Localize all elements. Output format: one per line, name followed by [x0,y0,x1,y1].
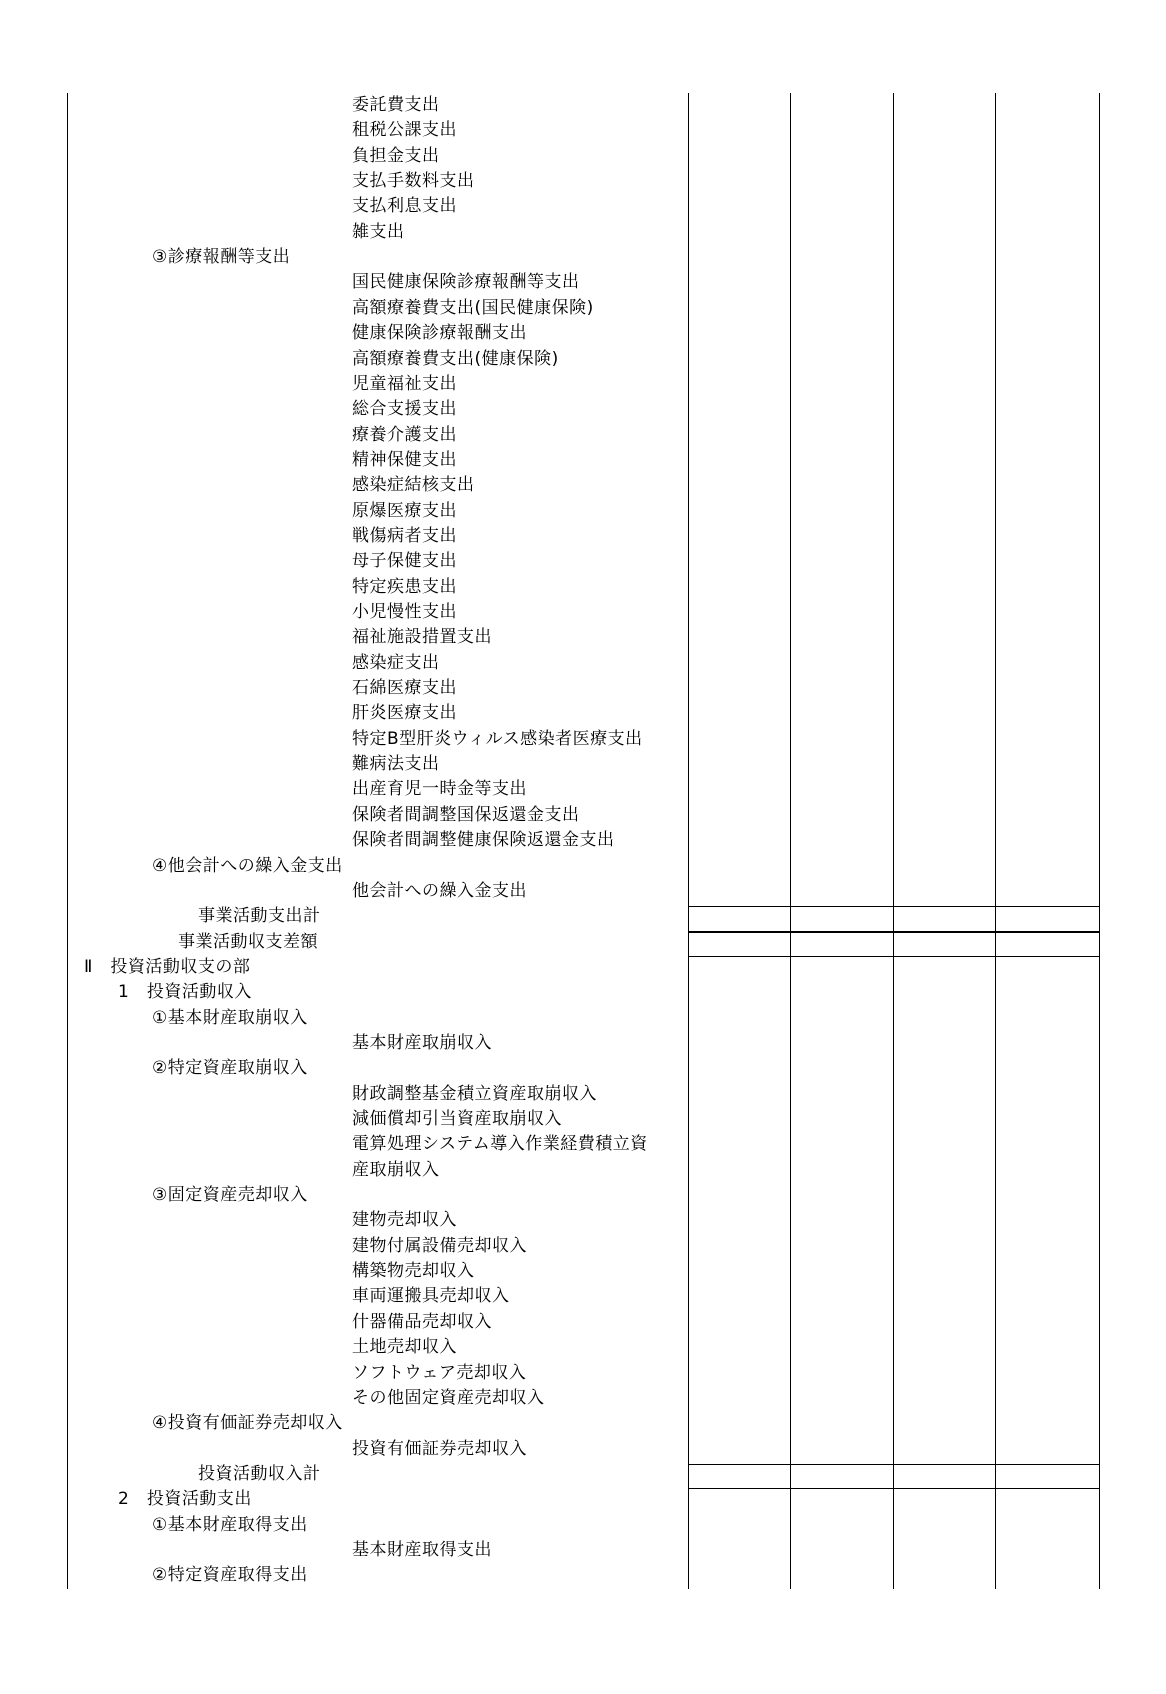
table-row-label: 療養介護支出 [352,424,457,445]
table-row-label: ④投資有価証券売却収入 [152,1413,343,1434]
table-row-label: 負担金支出 [352,145,440,166]
table-row-label: 建物付属設備売却収入 [352,1235,527,1256]
table-row-label: 基本財産取得支出 [352,1539,492,1560]
table-row-label: Ⅱ 投資活動収支の部 [84,956,251,977]
total-row-bottom-rule [688,1488,1099,1489]
table-row-label: 特定疾患支出 [352,576,457,597]
table-row-label: 高額療養費支出(健康保険) [352,348,559,369]
table-row-label: 母子保健支出 [352,551,457,572]
table-row-label: 難病法支出 [352,754,440,775]
table-row-label: 産取崩収入 [352,1159,440,1180]
table-row-label: 戦傷病者支出 [352,525,457,546]
table-row-label: 他会計への繰入金支出 [352,880,527,901]
total-row-bottom-rule [688,956,1099,957]
table-row-label: 精神保健支出 [352,449,457,470]
table-column-divider [995,93,996,1589]
table-row-label: 保険者間調整国保返還金支出 [352,804,580,825]
table-row-label: 什器備品売却収入 [352,1311,492,1332]
table-row-label: 事業活動収支差額 [178,931,318,952]
table-row-label: 車両運搬具売却収入 [352,1286,510,1307]
table-row-label: 肝炎医療支出 [352,703,457,724]
table-row-label: その他固定資産売却収入 [352,1387,545,1408]
table-row-label: 事業活動支出計 [198,906,321,927]
table-row-label: 特定B型肝炎ウィルス感染者医療支出 [352,728,643,749]
table-row-label: 感染症結核支出 [352,475,475,496]
table-row-label: 財政調整基金積立資産取崩収入 [352,1083,597,1104]
total-row-top-rule [688,932,1099,933]
table-row-label: 出産育児一時金等支出 [352,779,527,800]
table-row-label: 児童福祉支出 [352,373,457,394]
total-row-top-rule [688,1464,1099,1465]
table-row-label: 保険者間調整健康保険返還金支出 [352,830,615,851]
table-row-label: ソフトウェア売却収入 [352,1362,527,1383]
table-row-label: 総合支援支出 [352,399,457,420]
table-column-divider [688,93,689,1589]
table-row-label: 支払利息支出 [352,196,457,217]
table-column-divider [1099,93,1100,1589]
table-row-label: 1 投資活動収入 [118,982,252,1003]
table-row-label: 投資活動収入計 [198,1463,321,1484]
table-row-label: 石綿医療支出 [352,678,457,699]
total-row-top-rule [688,906,1099,907]
table-left-border [67,93,68,1589]
table-row-label: 健康保険診療報酬支出 [352,323,527,344]
table-column-divider [893,93,894,1589]
table-row-label: 国民健康保険診療報酬等支出 [352,272,580,293]
table-row-label: 福祉施設措置支出 [352,627,492,648]
table-row-label: 建物売却収入 [352,1210,457,1231]
table-row-label: 電算処理システム導入作業経費積立資 [352,1134,648,1155]
table-row-label: ①基本財産取得支出 [152,1514,308,1535]
table-row-label: 感染症支出 [352,652,440,673]
table-row-label: 土地売却収入 [352,1337,457,1358]
table-row-label: 租税公課支出 [352,120,457,141]
table-row-label: ④他会計への繰入金支出 [152,855,343,876]
table-row-label: 支払手数料支出 [352,171,475,192]
table-row-label: 原爆医療支出 [352,500,457,521]
table-row-label: ③診療報酬等支出 [152,247,291,268]
table-row-label: 構築物売却収入 [352,1261,475,1282]
table-row-label: 2 投資活動支出 [118,1489,252,1510]
table-row-label: ②特定資産取得支出 [152,1565,308,1586]
table-row-label: ②特定資産取崩収入 [152,1058,308,1079]
table-row-label: 小児慢性支出 [352,602,457,622]
table-row-label: 高額療養費支出(国民健康保険) [352,297,594,318]
table-column-divider [790,93,791,1589]
table-row-label: 減価償却引当資産取崩収入 [352,1109,562,1129]
table-row-label: 投資有価証券売却収入 [352,1438,527,1459]
table-row-label: 雑支出 [352,221,405,242]
table-row-label: 基本財産取崩収入 [352,1032,492,1053]
table-row-label: ③固定資産売却収入 [152,1185,308,1206]
table-row-label: 委託費支出 [352,95,440,115]
table-row-label: ①基本財産取崩収入 [152,1007,308,1028]
